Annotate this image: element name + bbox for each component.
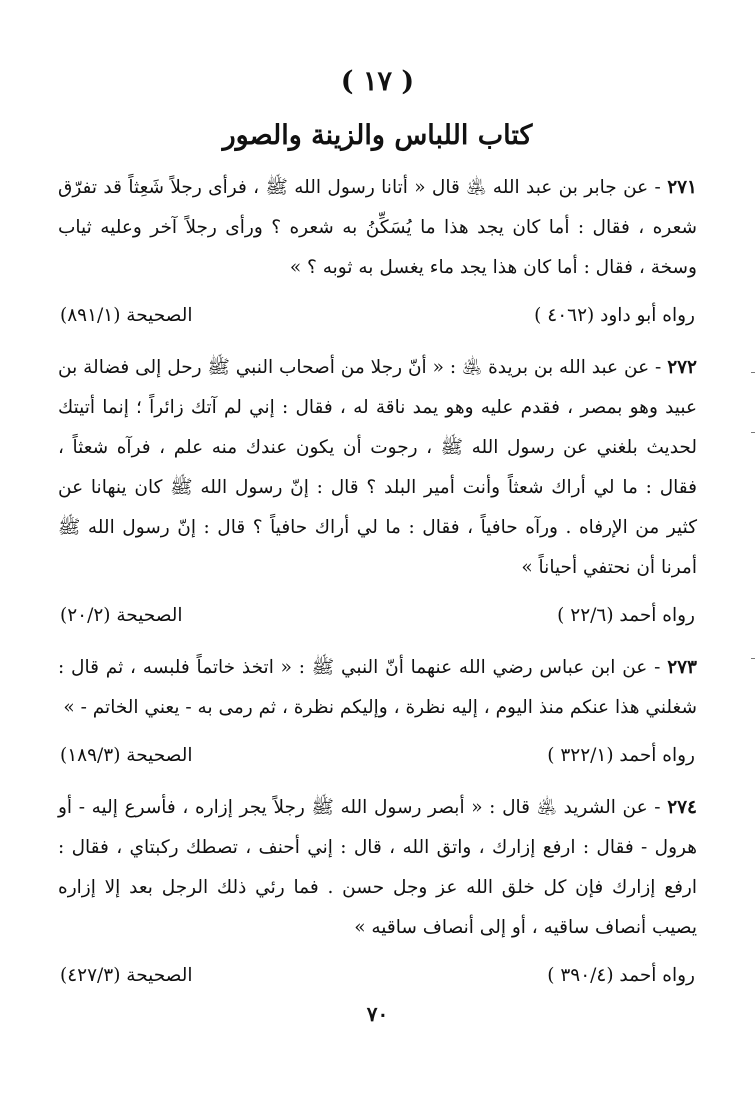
hadith-text (58, 348, 697, 588)
hadith-272 (58, 348, 697, 636)
hadith-number: ٢٧٣ (667, 657, 697, 678)
hadith-source: رواه أحمد (٣٩٠/٤ ) (547, 965, 695, 986)
hadith-body: - عن الشريد ﵁ قال : « أبصر رسول الله ﷺ رجلاً يجر إزاره ، فأسرع إليه - أو هرول - فقال : ارفع إزارك ، واتق الله ، قال : إني أحنف ، تصطك ركبتاي ، فقال : ارفع إزارك فإن كل خلق الله عز وجل حسن . فما رئي ذلك الرجل بعد إلا إزاره يصيب أنصاف ساقيه ، أو إلى أنصاف ساقيه » (58, 797, 697, 938)
hadith-source: رواه أحمد (٢٢/٦ ) (557, 605, 695, 626)
hadith-body: - عن جابر بن عبد الله ﵁ قال « أتانا رسول الله ﷺ ، فرأى رجلاً شَعِثاً قد تفرّق شعره ، فقال : أما كان يجد هذا ما يُسَكِّنُ به شعره ؟ ورأى رجلاً آخر وعليه ثياب وسخة ، فقال : أما كان هذا يجد ماء يغسل به ثوبه ؟ » (58, 177, 697, 278)
chapter-number: ( ١٧ ) (340, 66, 415, 97)
hadith-source: رواه أحمد (٣٢٢/١ ) (547, 745, 695, 766)
hadith-grade: الصحيحة (١٨٩/٣) (60, 745, 193, 766)
hadith-reference (58, 736, 697, 776)
hadith-body: - عن ابن عباس رضي الله عنهما أنّ النبي ﷺ : « اتخذ خاتماً فلبسه ، ثم قال : شغلني هذا عنكم منذ اليوم ، إليه نظرة ، وإليكم نظرة ، ثم رمى به - يعني الخاتم - » (58, 657, 697, 718)
hadith-text (58, 788, 697, 948)
hadith-grade: الصحيحة (٢٠/٢) (60, 605, 183, 626)
hadith-reference (58, 596, 697, 636)
hadith-271 (58, 168, 697, 336)
hadith-reference (58, 296, 697, 336)
hadith-number: ٢٧٢ (667, 357, 697, 378)
hadith-273 (58, 648, 697, 776)
hadith-body: - عن عبد الله بن بريدة ﵁ : « أنّ رجلا من أصحاب النبي ﷺ رحل إلى فضالة بن عبيد وهو بمصر ، فقدم عليه وهو يمد ناقة له ، فقال : إني لم آتك زائراً ؛ إنما أتيتك لحديث بلغني عن رسول الله ﷺ ، رجوت أن يكون عندك منه علم ، فرآه شعثاً ، فقال : ما لي أراك شعثاً وأنت أمير البلد ؟ قال : إنّ رسول الله ﷺ كان ينهانا عن كثير من الإرفاه . ورآه حافياً ، فقال : ما لي أراك حافياً ؟ قال : إنّ رسول الله ﷺ أمرنا أن نحتفي أحياناً » (58, 357, 697, 578)
hadith-source: رواه أبو داود (٤٠٦٢ ) (534, 305, 695, 326)
hadith-text (58, 648, 697, 728)
scan-edge-mark (751, 372, 755, 373)
hadith-grade: الصحيحة (٤٢٧/٣) (60, 965, 193, 986)
hadith-274 (58, 788, 697, 996)
hadith-text (58, 168, 697, 288)
hadith-reference (58, 956, 697, 996)
page-number: ٧٠ (366, 1002, 389, 1026)
chapter-title: كتاب اللباس والزينة والصور (222, 120, 533, 151)
hadith-number: ٢٧١ (667, 177, 697, 198)
scan-edge-mark (751, 432, 755, 433)
scan-edge-mark (751, 658, 755, 659)
hadith-grade: الصحيحة (٨٩١/١) (60, 305, 193, 326)
hadith-number: ٢٧٤ (667, 797, 697, 818)
